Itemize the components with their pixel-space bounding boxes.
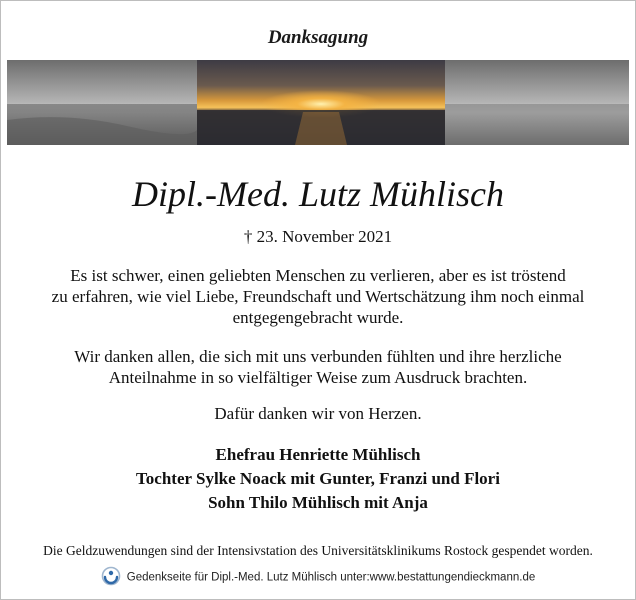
memorial-logo-icon bbox=[101, 566, 121, 589]
text-line: zu erfahren, wie viel Liebe, Freundschaft und Wertschätzung ihm noch einmal bbox=[51, 287, 585, 306]
memorial-page-link[interactable]: Gedenkseite für Dipl.-Med. Lutz Mühlisch unter:www.bestattungendieckmann.de bbox=[126, 571, 536, 584]
signers-list bbox=[1, 443, 635, 515]
sunset-over-sea-icon bbox=[7, 60, 629, 145]
memorial-page-footer[interactable] bbox=[1, 566, 635, 589]
gratitude-paragraph-2 bbox=[1, 346, 635, 388]
gratitude-paragraph-3 bbox=[1, 403, 635, 424]
death-date: † 23. November 2021 bbox=[243, 227, 393, 246]
gratitude-paragraph-1 bbox=[1, 265, 635, 328]
signer: Tochter Sylke Noack mit Gunter, Franzi und Flori bbox=[136, 469, 500, 488]
donation-note: Die Geldzuwendungen sind der Intensivstation des Universitätsklinikums Rostock gespendet worden. bbox=[43, 543, 593, 558]
deceased-name: Dipl.-Med. Lutz Mühlisch bbox=[132, 174, 504, 214]
heading: Danksagung bbox=[267, 27, 369, 48]
signer: Sohn Thilo Mühlisch mit Anja bbox=[208, 493, 428, 512]
text-line: entgegengebracht wurde. bbox=[232, 308, 404, 327]
text-line: Anteilnahme in so vielfältiger Weise zum Ausdruck brachten. bbox=[108, 368, 528, 387]
sunset-photo-banner bbox=[7, 60, 629, 145]
text-line: Dafür danken wir von Herzen. bbox=[214, 404, 422, 423]
signer: Ehefrau Henriette Mühlisch bbox=[215, 445, 421, 464]
text-line: Wir danken allen, die sich mit uns verbunden fühlten und ihre herzliche bbox=[74, 347, 562, 366]
text-line: Es ist schwer, einen geliebten Menschen zu verlieren, aber es ist tröstend bbox=[70, 266, 566, 285]
